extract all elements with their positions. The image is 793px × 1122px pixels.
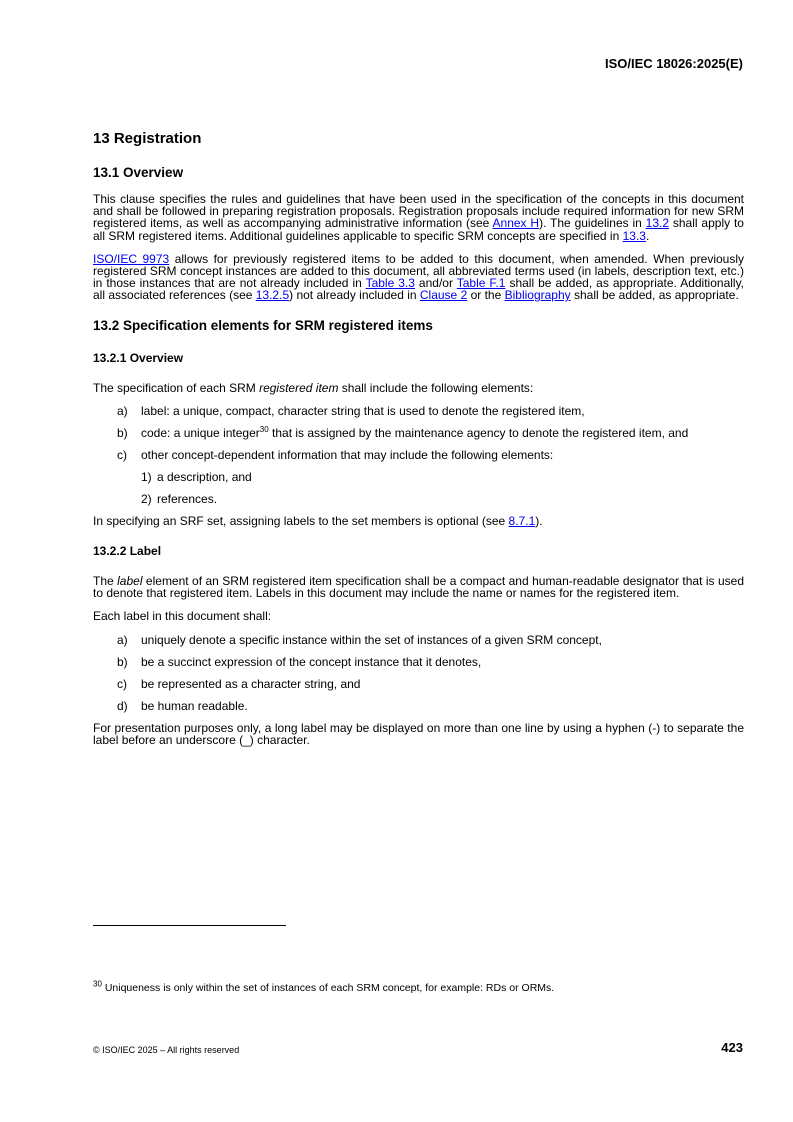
- annex-h-link[interactable]: Annex H: [492, 216, 540, 231]
- overview-paragraph-2: ISO/IEC 9973 allows for previously registered items to be added to this document, when amended. When previously registered SRM concept instances are added to this document, all abbreviated terms used (in labels, description text, etc.) in those instances that are not already included in Table 3.3 and/or Table F.1 shall be added, as appropriate. Additionally, all associated references (see 13.2.5) not already included in Clause 2 or the Bibliography shall be added, as appropriate.: [93, 251, 745, 303]
- footnote-ref-30[interactable]: 30: [259, 424, 269, 434]
- clause-13-2-5-link[interactable]: 13.2.5: [255, 288, 290, 303]
- clause-8-7-1-link[interactable]: 8.7.1: [508, 513, 536, 528]
- list-item: 2) references.: [141, 491, 218, 506]
- bibliography-link[interactable]: Bibliography: [504, 288, 571, 303]
- page-content: [93, 130, 744, 757]
- list-item: c) other concept-dependent information that may include the following elements:: [117, 447, 554, 462]
- label-paragraph-2: Each label in this document shall:: [93, 609, 272, 624]
- footnote-separator: [93, 925, 286, 926]
- label-paragraph-1: The label element of an SRM registered item specification shall be a compact and human-readable designator that is used to denote that registered item. Labels in this document may include the name or names for the registered item.: [93, 574, 744, 601]
- overview-paragraph-1: This clause specifies the rules and guidelines that have been used in the specification of the concepts in this document and shall be followed in preparing registration proposals. Registration proposals include required information for new SRM registered items, as well as accompanying administrative information (see Annex H). The guidelines in 13.2 shall apply to all SRM registered items. Additional guidelines applicable to specific SRM concepts are specified in 13.3.: [93, 192, 744, 243]
- document-id-header: ISO/IEC 18026:2025(E): [604, 56, 743, 71]
- clause-13-title: 13 Registration: [93, 130, 202, 147]
- copyright-notice: © ISO/IEC 2025 – All rights reserved: [93, 1045, 240, 1055]
- clause-13-2-title: 13.2 Specification elements for SRM registered items: [93, 317, 433, 333]
- label-paragraph-3: For presentation purposes only, a long label may be displayed on more than one line by using a hyphen (-) to separate the label before an underscore (_) character.: [93, 720, 744, 747]
- clause-13-2-1-title: 13.2.1 Overview: [93, 350, 184, 365]
- iso-iec-9973-link[interactable]: ISO/IEC 9973: [93, 251, 170, 266]
- clause-13-2-2-title: 13.2.2 Label: [93, 544, 162, 559]
- footnote-30: $^{30}$ Uniqueness is only within the set of instances of each SRM concept, for example: RDs or ORMs.: [93, 979, 555, 994]
- clause-2-link[interactable]: Clause 2: [419, 288, 468, 303]
- clause-13-3-link[interactable]: 13.3: [622, 228, 646, 243]
- list-item: b) code: a unique integer$^{30}$ that is assigned by the maintenance agency to denote the registered item, and: [117, 424, 689, 440]
- list-item: a) uniquely denote a specific instance within the set of instances of a given SRM concept,: [117, 632, 602, 647]
- page-number: 423: [721, 1040, 743, 1055]
- clause-13-1-title: 13.1 Overview: [93, 165, 184, 180]
- table-3-3-link[interactable]: Table 3.3: [365, 276, 415, 291]
- list-item: a) label: a unique, compact, character string that is used to denote the registered item,: [117, 403, 585, 418]
- list-item: c) be represented as a character string, and: [117, 676, 361, 691]
- spec-elements-intro: The specification of each SRM registered item shall include the following elements:: [93, 380, 534, 395]
- spec-elements-list: [93, 405, 744, 462]
- list-item: b) be a succinct expression of the concept instance that it denotes,: [117, 654, 482, 669]
- list-item: d) be human readable.: [117, 698, 248, 713]
- spec-elements-sublist: [93, 471, 744, 506]
- table-f-1-link[interactable]: Table F.1: [456, 276, 506, 291]
- label-requirements-list: [93, 634, 744, 713]
- clause-13-2-link[interactable]: 13.2: [645, 216, 670, 231]
- srf-set-paragraph: In specifying an SRF set, assigning labels to the set members is optional (see 8.7.1).: [93, 513, 543, 528]
- list-item: 1) a description, and: [141, 469, 252, 484]
